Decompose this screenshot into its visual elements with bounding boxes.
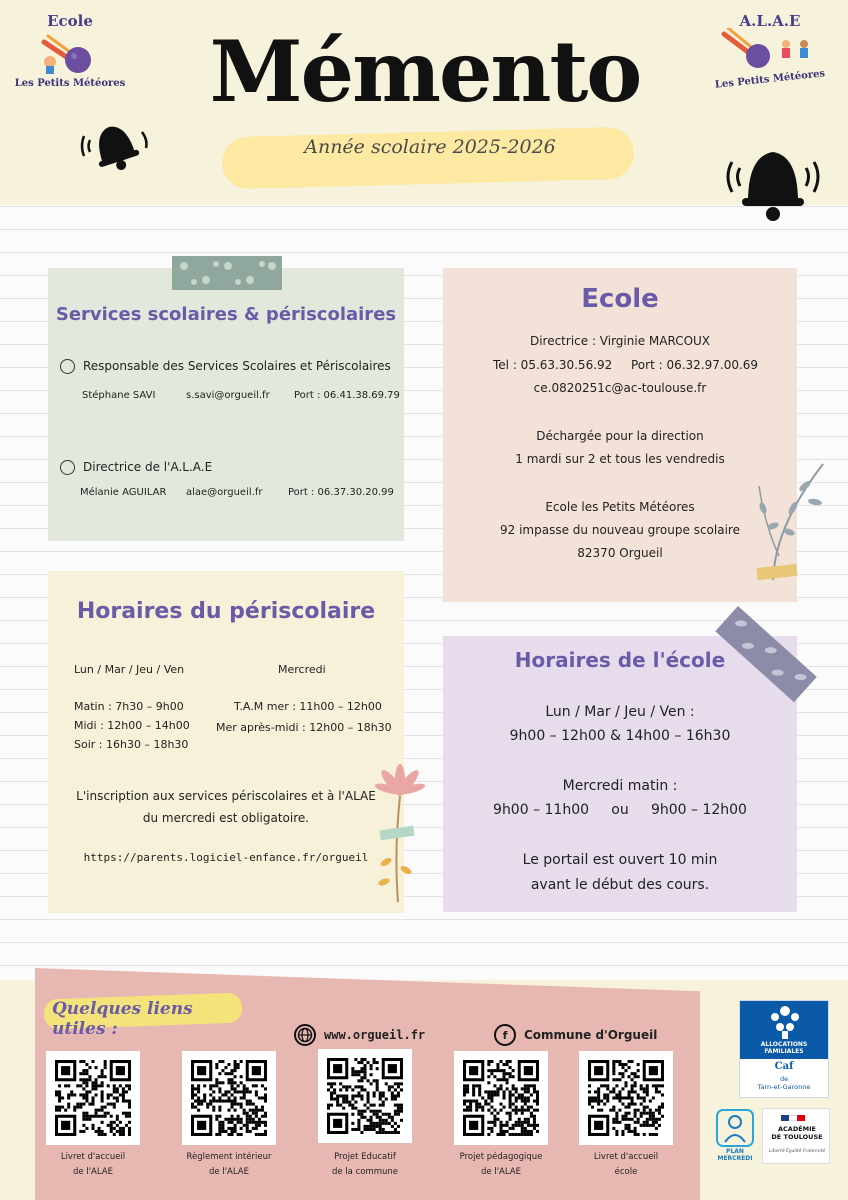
qr-label: Projet pédagogique de l'ALAE [459,1152,543,1177]
horaires-line5: Le portail est ouvert 10 min [522,852,718,868]
qr-code[interactable] [454,1051,548,1145]
peri-col1-line3: Soir : 16h30 – 18h30 [74,738,189,751]
ecole-logo-subtitle: Les Petits Météores [14,78,126,89]
services-card [48,268,404,541]
flower-decoration [370,752,430,908]
qr-code[interactable] [579,1051,673,1145]
french-flag-icon [781,1115,805,1121]
plan-mercredi-icon [713,1108,757,1148]
qr-code[interactable] [46,1051,140,1145]
peri-col1-title: Lun / Mar / Jeu / Ven [74,663,185,676]
services-email-2: alae@orgueil.fr [186,487,263,498]
horaires-line1: Lun / Mar / Jeu / Ven : [545,704,695,720]
caf-subtitle: de Tarn-et-Garonne [757,1075,811,1091]
horaires-line6: avant le début des cours. [530,877,710,893]
periscolaire-heading: Horaires du périscolaire [76,599,376,624]
alae-logo [710,8,830,98]
caf-name: Caf [774,1061,794,1072]
qr-code[interactable] [318,1049,412,1143]
qr-code[interactable] [182,1051,276,1145]
peri-col1-line2: Midi : 12h00 – 14h00 [74,719,190,732]
services-role-2: Directrice de l'A.L.A.E [83,460,213,474]
meteor-icon [38,32,102,76]
bell-icon [718,136,828,226]
ecole-heading: Ecole [581,284,659,314]
ecole-director: Directrice : Virginie MARCOUX [529,334,711,348]
radio-bullet [60,359,75,374]
ecole-logo [10,8,130,98]
peri-note-2: du mercredi est obligatoire. [142,811,310,825]
horaires-line4: 9h00 – 11h00 ou 9h00 – 12h00 [493,802,747,818]
peri-url[interactable]: https://parents.logiciel-enfance.fr/orgueil [83,851,369,864]
alae-logo-title: A.L.A.E [739,12,801,30]
caf-logo [739,1000,829,1098]
ecole-port: Port : 06.32.97.00.69 [631,358,759,372]
website-link[interactable] [294,1024,425,1046]
website-label[interactable]: www.orgueil.fr [324,1028,426,1042]
services-role-1: Responsable des Services Scolaires et Périscolaires [83,359,391,373]
ecole-address-2: 92 impasse du nouveau groupe scolaire [500,523,740,537]
academie-motto: Liberté Égalité Fraternité [768,1149,826,1154]
plan-mercredi-logo: PLAN MERCREDI [713,1108,757,1164]
ecole-tel: Tel : 05.63.30.56.92 [493,358,613,372]
caf-family-icon [767,1005,803,1039]
ecole-email: ce.0820251c@ac-toulouse.fr [533,381,707,395]
services-phone-2: Port : 06.37.30.20.99 [288,487,394,498]
globe-icon [294,1024,316,1046]
washi-tape [172,256,282,290]
ecole-address-3: 82370 Orgueil [577,546,663,560]
academie-logo: ACADÉMIE DE TOULOUSE Liberté Égalité Fraternité [762,1108,830,1164]
facebook-icon: f [494,1024,516,1046]
links-title: Quelques liens utiles : [52,999,193,1039]
ecole-decharge-2: 1 mardi sur 2 et tous les vendredis [515,452,725,466]
meteor-kids-icon [720,28,820,72]
services-email-1: s.savi@orgueil.fr [186,390,270,401]
facebook-link[interactable] [494,1024,657,1046]
horaires-ecole-card [443,636,797,912]
qr-label: Livret d'accueil de l'ALAE [60,1152,126,1177]
peri-col2-title: Mercredi [278,663,326,676]
ecole-decharge-1: Déchargée pour la direction [536,429,704,443]
radio-bullet [60,460,75,475]
qr-label: Livret d'accueil école [593,1152,659,1177]
caf-banner: ALLOCATIONS FAMILIALES [740,1001,828,1059]
horaires-ecole-heading: Horaires de l'école [514,648,726,672]
alae-logo-subtitle: Les Petits Météores [714,68,826,91]
peri-col2-line1: T.A.M mer : 11h00 – 12h00 [234,700,382,713]
ecole-address-1: Ecole les Petits Météores [545,500,695,514]
ecole-card [443,268,797,602]
periscolaire-card [48,571,404,913]
facebook-label[interactable]: Commune d'Orgueil [524,1028,658,1042]
horaires-line2: 9h00 – 12h00 & 14h00 – 16h30 [509,728,731,744]
services-name-1: Stéphane SAVI [82,390,156,401]
plant-decoration [745,456,835,584]
ecole-logo-title: Ecole [47,12,93,30]
services-name-2: Mélanie AGUILAR [80,487,167,498]
qr-label: Projet Educatif de la commune [331,1152,399,1177]
bell-icon [76,114,154,178]
peri-col2-line2: Mer après-midi : 12h00 – 18h30 [216,721,392,734]
services-phone-1: Port : 06.41.38.69.79 [294,390,400,401]
qr-label: Règlement intérieur de l'ALAE [186,1152,272,1177]
services-heading: Services scolaires & périscolaires [55,304,397,325]
horaires-line3: Mercredi matin : [562,778,678,794]
page-subtitle: Année scolaire 2025-2026 [304,136,556,158]
peri-note-1: L'inscription aux services périscolaires et à l'ALAE [76,789,376,803]
page-title: Mémento [209,22,641,121]
peri-col1-line1: Matin : 7h30 – 9h00 [74,700,184,713]
